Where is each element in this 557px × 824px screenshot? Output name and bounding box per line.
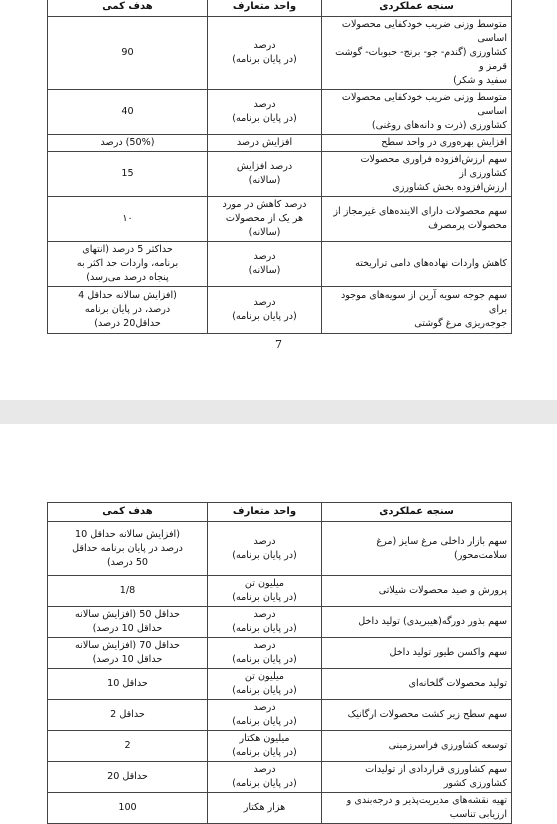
unit-cell-line: (سالانه) — [248, 265, 281, 276]
unit-cell-line: (در پایان برنامه) — [232, 113, 297, 124]
target-cell — [48, 90, 208, 135]
unit-cell-line: درصد — [253, 297, 276, 308]
measure-cell — [322, 152, 512, 197]
measure-cell — [322, 793, 512, 824]
target-cell — [48, 287, 208, 334]
target-cell-line: 90 — [121, 47, 134, 58]
measure-cell-line: کشاورزی (ذرت و دانه‌های روغنی) — [371, 120, 507, 131]
header-unit: واحد متعارف — [208, 503, 322, 522]
target-cell — [48, 731, 208, 762]
page-number: 7 — [275, 338, 282, 351]
unit-cell-line: درصد — [253, 702, 276, 713]
target-cell-line: حداقل 10 — [107, 678, 148, 689]
measure-cell — [322, 731, 512, 762]
target-cell — [48, 197, 208, 242]
measure-cell — [322, 17, 512, 90]
target-cell-line: 100 — [118, 802, 137, 813]
target-cell — [48, 152, 208, 197]
header-unit: واحد متعارف — [208, 0, 322, 17]
measure-cell-line: سهم کشاورزی قراردادی از تولیدات کشاورزی کشور — [365, 764, 507, 789]
target-cell-line: (50%) درصد — [100, 137, 155, 148]
measure-cell — [322, 287, 512, 334]
target-cell-line: حداقل 50 (افزایش سالانه — [75, 609, 180, 620]
unit-cell — [208, 287, 322, 334]
target-cell-line: حداقل 2 — [110, 709, 145, 720]
target-cell-line: 50 درصد) — [106, 556, 149, 568]
performance-table-1 — [47, 0, 512, 334]
target-cell-line: درصد، در پایان برنامه — [84, 304, 171, 315]
unit-cell-line: درصد — [253, 40, 276, 51]
target-cell-line: 2 — [124, 740, 131, 751]
measure-cell — [322, 242, 512, 287]
unit-cell-line: (در پایان برنامه) — [232, 623, 297, 634]
unit-cell — [208, 731, 322, 762]
unit-cell — [208, 242, 322, 287]
target-cell-line: پنجاه درصد می‌رسد) — [86, 272, 169, 283]
target-cell — [48, 762, 208, 793]
unit-cell-line: (در پایان برنامه) — [232, 592, 297, 603]
target-cell-line: (افزایش سالانه حداقل 4 — [78, 290, 177, 301]
header-target: هدف کمی — [48, 0, 208, 17]
measure-cell-line: توسعه کشاورزی فراسرزمینی — [388, 740, 507, 751]
target-cell — [48, 576, 208, 607]
measure-cell-line: کاهش واردات نهاده‌های دامی تراریخته — [355, 258, 507, 269]
target-cell-line: حداقل 20 — [107, 771, 148, 782]
table-row — [48, 669, 512, 700]
unit-cell — [208, 793, 322, 824]
measure-cell — [322, 576, 512, 607]
target-cell-line: حداقل 10 درصد) — [92, 623, 163, 634]
table-row — [48, 762, 512, 793]
measure-cell — [322, 522, 512, 576]
target-cell-line: (افزایش سالانه حداقل 10 — [75, 528, 180, 540]
measure-cell-line: افزایش بهره‌وری در واحد سطح — [381, 137, 507, 148]
table-row — [48, 731, 512, 762]
table-body-1 — [48, 17, 512, 334]
target-cell-line: ۱۰ — [122, 213, 133, 224]
unit-cell-line: درصد کاهش در مورد — [222, 199, 307, 210]
measure-cell-line: تولید محصولات گلخانه‌ای — [408, 678, 507, 689]
document-page-2 — [0, 424, 557, 820]
unit-cell-line: هر یک از محصولات — [225, 213, 304, 224]
measure-cell — [322, 762, 512, 793]
table-row — [48, 638, 512, 669]
measure-cell — [322, 197, 512, 242]
unit-cell — [208, 762, 322, 793]
measure-cell-line: سهم جوجه سویه آرین از سویه‌های موجود برای — [340, 290, 507, 315]
measure-cell — [322, 700, 512, 731]
target-cell-line: حداقل 70 (افزایش سالانه — [75, 640, 180, 651]
table-row — [48, 287, 512, 334]
measure-cell-line: محصولات پرمصرف — [428, 220, 507, 231]
header-target: هدف کمی — [48, 503, 208, 522]
unit-cell-line: (در پایان برنامه) — [232, 778, 297, 789]
table-row — [48, 522, 512, 576]
target-cell — [48, 17, 208, 90]
unit-cell-line: افزایش درصد — [236, 137, 293, 148]
unit-cell-line: (در پایان برنامه) — [232, 54, 297, 65]
measure-cell-line: متوسط وزنی ضریب خودکفایی محصولات اساسی — [341, 92, 507, 117]
unit-cell-line: میلیون هکتار — [239, 733, 290, 744]
table-row — [48, 607, 512, 638]
unit-cell — [208, 152, 322, 197]
target-cell-line: درصد در پایان برنامه حداقل — [72, 542, 183, 554]
table-row — [48, 576, 512, 607]
target-cell-line: حداقل20 درصد) — [94, 318, 161, 329]
measure-cell-line: جوجه‌ریزی مرغ گوشتی — [414, 318, 507, 329]
unit-cell-line: هزار هکتار — [243, 802, 286, 813]
unit-cell-line: درصد افزایش — [236, 161, 293, 172]
measure-cell — [322, 90, 512, 135]
unit-cell-line: درصد — [253, 99, 276, 110]
table-row — [48, 135, 512, 152]
table-row — [48, 242, 512, 287]
measure-cell — [322, 638, 512, 669]
header-measure: سنجه عملکردی — [322, 503, 512, 522]
target-cell — [48, 242, 208, 287]
measure-cell-line: سهم سطح زیر کشت محصولات ارگانیک — [347, 709, 507, 720]
unit-cell-line: (در پایان برنامه) — [232, 311, 297, 322]
measure-cell-line: پرورش و صید محصولات شیلاتی — [378, 585, 507, 596]
target-cell — [48, 638, 208, 669]
unit-cell-line: (در پایان برنامه) — [232, 716, 297, 727]
table-row — [48, 197, 512, 242]
measure-cell — [322, 135, 512, 152]
unit-cell — [208, 576, 322, 607]
measure-cell-line: سهم بذور دورگه(هیبریدی) تولید داخل — [358, 616, 507, 627]
unit-cell-line: درصد — [253, 251, 276, 262]
unit-cell-line: (در پایان برنامه) — [232, 654, 297, 665]
document-page-1 — [0, 0, 557, 400]
measure-cell — [322, 607, 512, 638]
measure-cell-line: سفید و شکر) — [453, 75, 507, 86]
table-row — [48, 17, 512, 90]
measure-cell-line: کشاورزی (گندم- جو- برنج- حبوبات- گوشت قرمز و — [335, 47, 507, 72]
unit-cell — [208, 638, 322, 669]
unit-cell-line: درصد — [253, 609, 276, 620]
target-cell-line: 15 — [121, 168, 134, 179]
unit-cell-line: میلیون تن — [244, 671, 285, 682]
table-row — [48, 152, 512, 197]
target-cell-line: حداکثر 5 درصد (انتهای — [82, 244, 173, 255]
unit-cell — [208, 197, 322, 242]
unit-cell-line: درصد — [253, 764, 276, 775]
unit-cell-line: میلیون تن — [244, 578, 285, 589]
measure-cell-line: سهم واکسن طیور تولید داخل — [389, 647, 507, 658]
unit-cell — [208, 17, 322, 90]
target-cell — [48, 135, 208, 152]
unit-cell — [208, 700, 322, 731]
target-cell-line: 1/8 — [119, 585, 136, 596]
target-cell — [48, 669, 208, 700]
unit-cell-line: (در پایان برنامه) — [232, 685, 297, 696]
target-cell — [48, 522, 208, 576]
page-separator — [0, 400, 557, 424]
unit-cell-line: (در پایان برنامه) — [232, 747, 297, 758]
unit-cell-line: (سالانه) — [248, 175, 281, 186]
unit-cell-line: (سالانه) — [248, 227, 281, 238]
target-cell — [48, 793, 208, 824]
target-cell-line: 40 — [121, 106, 134, 117]
target-cell-line: برنامه، واردات حد اکثر به — [76, 258, 179, 269]
measure-cell-line: متوسط وزنی ضریب خودکفایی محصولات اساسی — [341, 19, 507, 44]
table-body-2 — [48, 522, 512, 824]
measure-cell-line: سهم محصولات دارای الاینده‌های غیرمجاز از — [333, 206, 507, 217]
measure-cell — [322, 669, 512, 700]
target-cell — [48, 700, 208, 731]
unit-cell-line: درصد — [253, 640, 276, 651]
unit-cell-line: (در پایان برنامه) — [232, 549, 297, 561]
target-cell-line: حداقل 10 درصد) — [92, 654, 163, 665]
table-row — [48, 793, 512, 824]
target-cell — [48, 607, 208, 638]
measure-cell-line: تهیه نقشه‌های مدیریت‌پذیر و درجه‌بندی و ارزیابی تناسب — [346, 795, 507, 820]
performance-table-2 — [47, 502, 512, 824]
table-row — [48, 90, 512, 135]
measure-cell-line: ارزش‌افزوده بخش کشاورزی — [392, 182, 507, 193]
unit-cell-line: درصد — [253, 535, 276, 547]
unit-cell — [208, 90, 322, 135]
measure-cell-line: سهم ارزش‌افزوده فراوری محصولات کشاورزی از — [360, 154, 507, 179]
measure-cell-line: سهم بازار داخلی مرغ سایز (مرغ سلامت‌محور) — [376, 535, 507, 561]
unit-cell — [208, 522, 322, 576]
unit-cell — [208, 135, 322, 152]
unit-cell — [208, 607, 322, 638]
table-row — [48, 700, 512, 731]
unit-cell — [208, 669, 322, 700]
header-measure: سنجه عملکردی — [322, 0, 512, 17]
